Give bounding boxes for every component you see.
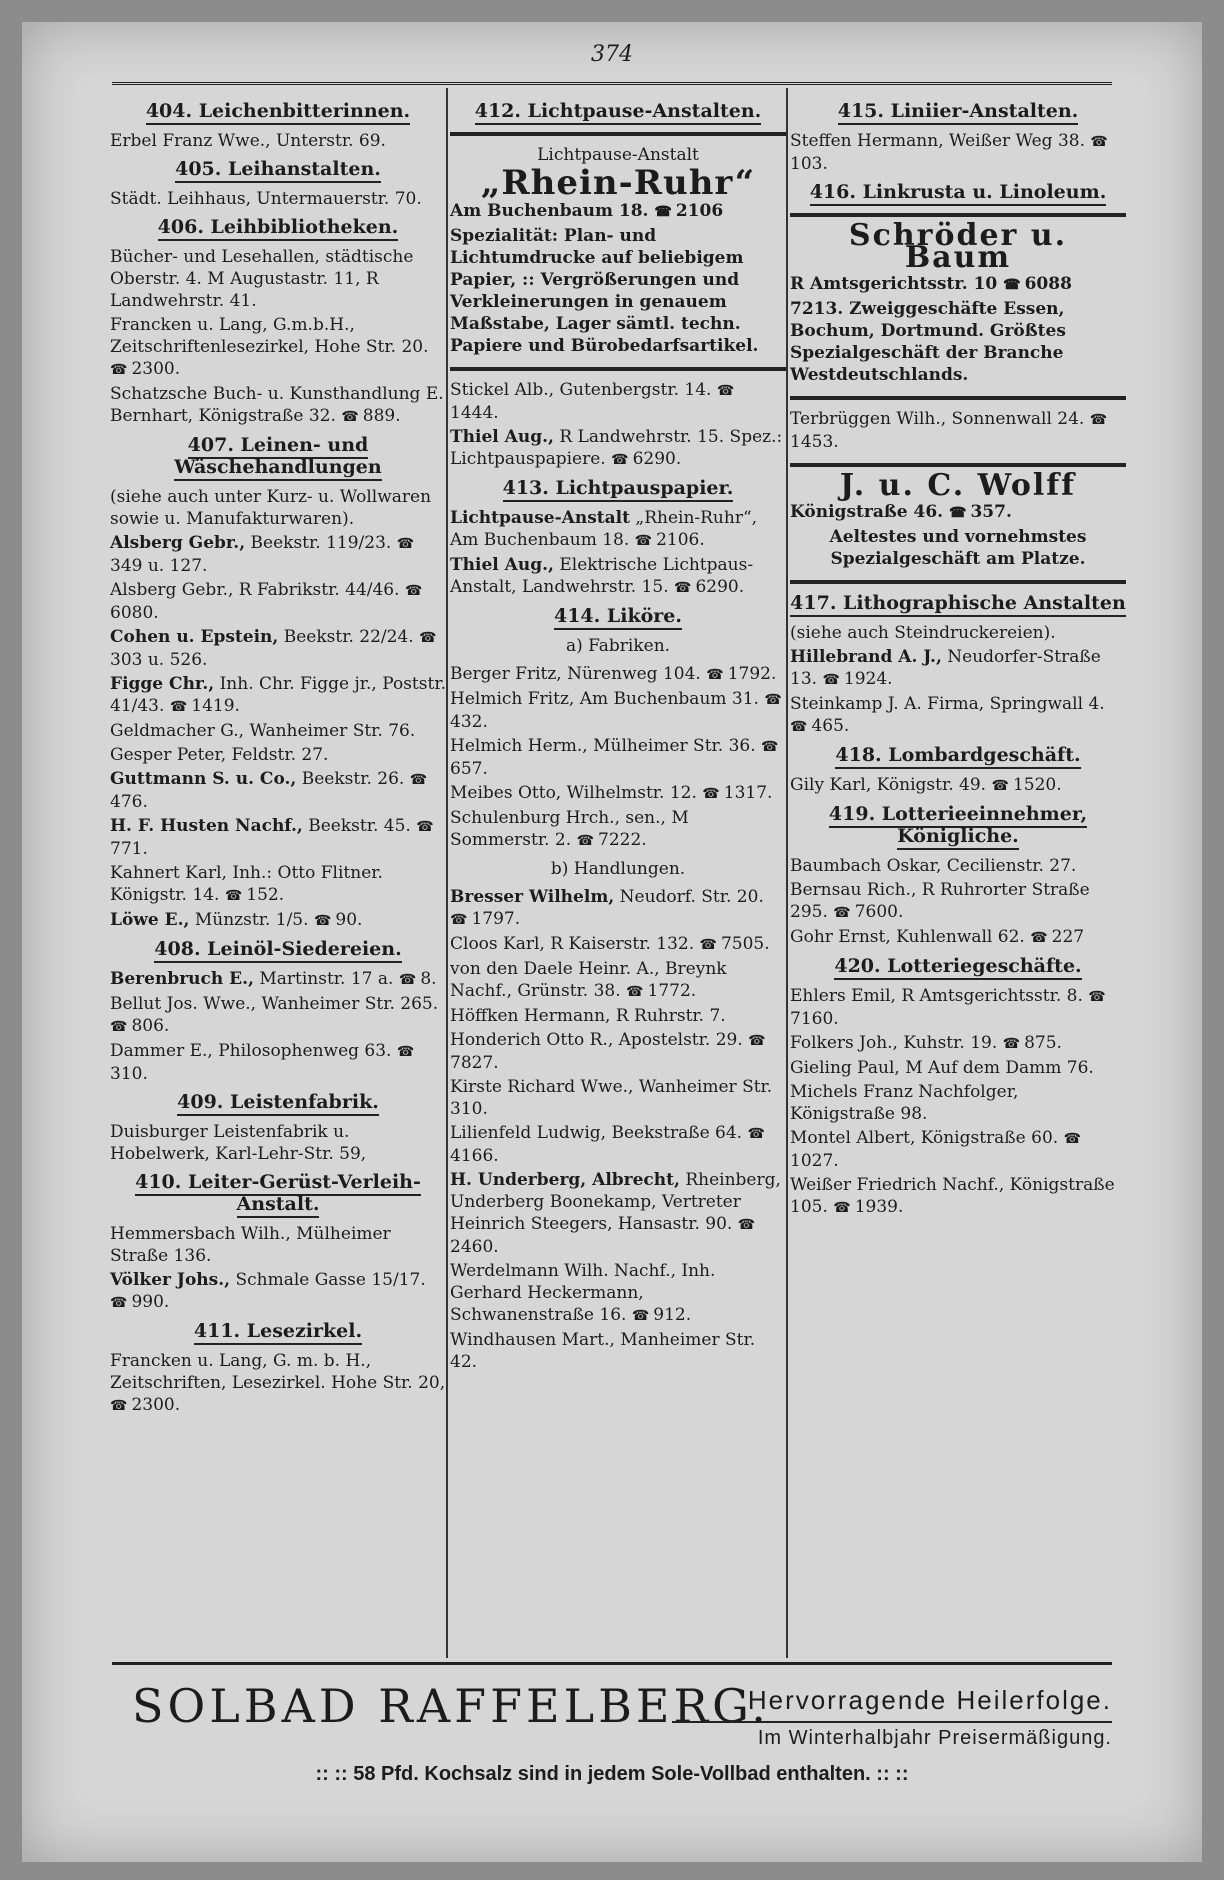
telephone-number: 806. — [131, 1016, 170, 1036]
telephone-icon: ☎ — [748, 1033, 766, 1049]
telephone-icon: ☎ — [404, 583, 423, 599]
advert-firm-name: Schröder u. Baum — [848, 218, 1068, 275]
entry-text: Städt. Leihhaus, Untermauerstr. 70. — [110, 189, 422, 209]
column-2 — [450, 94, 786, 1375]
telephone-icon: ☎ — [764, 692, 782, 708]
telephone-number: 990. — [131, 1292, 170, 1312]
telephone-number: 465. — [811, 716, 850, 736]
directory-entry — [450, 782, 786, 805]
subheading: Lichtpause-Anstalt — [537, 145, 699, 165]
directory-entry — [790, 1174, 1126, 1219]
telephone-number: 1924. — [843, 669, 893, 689]
directory-entry — [790, 646, 1126, 691]
directory-entry — [450, 1260, 786, 1327]
telephone-icon: ☎ — [416, 819, 434, 835]
telephone-icon: ☎ — [1030, 930, 1048, 946]
telephone-number: 1419. — [191, 696, 240, 716]
directory-entry — [450, 735, 786, 780]
telephone-number: 1792. — [727, 664, 777, 684]
entry-text: Geldmacher G., Wanheimer Str. 76. — [110, 721, 416, 741]
telephone-number: 1772. — [647, 981, 697, 1001]
telephone-number: 7827. — [450, 1053, 499, 1073]
section-rule — [450, 132, 786, 136]
telephone-icon: ☎ — [949, 505, 967, 521]
telephone-number: 357. — [970, 502, 1012, 522]
directory-entry — [110, 1350, 446, 1417]
section-heading-text: 413. Lichtpauspapier. — [503, 477, 734, 502]
entry-name: H. F. Husten Nachf., — [110, 816, 303, 836]
entry-text: Dammer E., Philosophenweg 63. — [110, 1041, 392, 1061]
entry-text: Hemmersbach Wilh., Mülheimer Straße 136. — [110, 1224, 391, 1266]
directory-entry — [110, 993, 446, 1038]
directory-entry — [110, 968, 446, 991]
telephone-number: 1444. — [450, 403, 499, 423]
section-heading — [110, 216, 446, 238]
telephone-icon: ☎ — [1002, 1036, 1021, 1052]
telephone-number: 2300. — [131, 1395, 181, 1415]
advert-title: „Rhein-Ruhr“ — [480, 163, 756, 203]
telephone-icon: ☎ — [833, 905, 851, 921]
directory-entry — [450, 958, 786, 1003]
telephone-icon: ☎ — [419, 630, 437, 646]
column-3 — [790, 94, 1126, 1221]
telephone-icon: ☎ — [398, 972, 417, 988]
entry-text: 7213. Zweiggeschäfte Essen, Bochum, Dortmund. Größtes Spezialgeschäft der Branche Westdeutschlands. — [790, 299, 1066, 385]
telephone-number: 2300. — [131, 359, 181, 379]
entry-text: Spezialität: Plan- und Lichtumdrucke auf beliebigem Papier, :: Vergrößerungen und Verkleinerungen in genauem Maßstabe, Lager sämtl. techn. Papiere und Bürobedarfsartikel. — [450, 226, 759, 356]
directory-entry — [790, 1081, 1126, 1125]
telephone-icon: ☎ — [576, 833, 595, 849]
entry-name: Figge Chr., — [110, 674, 215, 694]
entry-text: Ehlers Emil, R Amtsgerichtsstr. 8. — [790, 986, 1083, 1006]
entry-name: Guttmann S. u. Co., — [110, 769, 297, 789]
entry-text: Honderich Otto R., Apostelstr. 29. — [450, 1030, 743, 1050]
telephone-icon: ☎ — [1089, 412, 1108, 428]
entry-text: Gily Karl, Königstr. 49. — [790, 775, 987, 795]
directory-entry — [790, 693, 1126, 738]
section-heading — [790, 181, 1126, 203]
telephone-icon: ☎ — [110, 1295, 128, 1311]
telephone-icon: ☎ — [169, 699, 188, 715]
telephone-icon: ☎ — [1090, 134, 1108, 150]
advert-line — [790, 273, 1126, 296]
entry-text: Bücher- und Lesehallen, städtische Oberstr. 4. M Augustastr. 11, R Landwehrstr. 41. — [110, 247, 414, 311]
banner-salt-note: :: :: 58 Pfd. Kochsalz sind in jedem Sole-Vollbad enthalten. :: :: — [315, 1763, 909, 1785]
entry-text: Schmale Gasse 15/17. — [235, 1270, 426, 1290]
telephone-icon: ☎ — [716, 383, 735, 399]
entry-text: Bellut Jos. Wwe., Wanheimer Str. 265. — [110, 994, 439, 1014]
section-heading — [450, 100, 786, 122]
telephone-icon: ☎ — [737, 1217, 756, 1233]
telephone-icon: ☎ — [1088, 989, 1106, 1005]
directory-entry — [110, 768, 446, 813]
advert-line — [790, 501, 1126, 524]
telephone-number: 889. — [362, 406, 401, 426]
entry-text: Kirste Richard Wwe., Wanheimer Str. 310. — [450, 1077, 773, 1119]
entry-text: Am Buchenbaum 18. — [450, 201, 649, 221]
telephone-number: 349 u. 127. — [110, 556, 208, 576]
entry-text: Beekstr. 119/23. — [250, 533, 392, 553]
telephone-number: 303 u. 526. — [110, 650, 208, 670]
telephone-number: 6080. — [110, 603, 159, 623]
section-heading-text: 404. Leichenbitterinnen. — [146, 100, 410, 125]
telephone-icon: ☎ — [702, 786, 720, 802]
telephone-number: 1453. — [790, 432, 839, 452]
entry-text: Erbel Franz Wwe., Unterstr. 69. — [110, 131, 386, 151]
entry-text: Gesper Peter, Feldstr. 27. — [110, 745, 329, 765]
entry-text: Gohr Ernst, Kuhlenwall 62. — [790, 927, 1025, 947]
directory-entry — [110, 626, 446, 671]
entry-text: Neudorfer-Straße 13. — [790, 647, 1101, 689]
entry-text: Werdelmann Wilh. Nachf., Inh. Gerhard Heckermann, Schwanenstraße 16. — [450, 1261, 716, 1325]
telephone-number: 1520. — [1012, 775, 1062, 795]
directory-entry — [110, 744, 446, 766]
entry-text: Bernsau Rich., R Ruhrorter Straße 295. — [790, 880, 1090, 922]
section-heading — [110, 1091, 446, 1113]
entry-name: Cohen u. Epstein, — [110, 627, 279, 647]
directory-page — [22, 22, 1202, 1862]
telephone-icon: ☎ — [674, 580, 692, 596]
entry-text: Folkers Joh., Kuhstr. 19. — [790, 1033, 998, 1053]
entry-text: Schulenburg Hrch., sen., M Sommerstr. 2. — [450, 808, 689, 850]
section-heading-text: 414. Liköre. — [554, 605, 682, 630]
entry-text: Neudorf. Str. 20. — [619, 887, 764, 907]
telephone-icon: ☎ — [110, 1019, 128, 1035]
entry-text: Baumbach Oskar, Cecilienstr. 27. — [790, 856, 1077, 876]
entry-text: Gieling Paul, M Auf dem Damm 76. — [790, 1058, 1094, 1078]
directory-entry — [450, 1029, 786, 1074]
telephone-icon: ☎ — [699, 937, 717, 953]
directory-entry — [450, 1329, 786, 1373]
directory-entry — [450, 1122, 786, 1167]
telephone-icon: ☎ — [991, 778, 1009, 794]
directory-entry — [110, 579, 446, 624]
directory-entry — [110, 246, 446, 312]
directory-entry — [790, 130, 1126, 175]
entry-text: Beekstr. 26. — [301, 769, 405, 789]
directory-entry — [790, 1057, 1126, 1079]
solbad-raffelberg-title: SOLBAD RAFFELBERG. — [132, 1679, 770, 1733]
entry-text: Francken u. Lang, G.m.b.H., Zeitschriftenlesezirkel, Hohe Str. 20. — [110, 315, 429, 357]
section-rule — [790, 580, 1126, 584]
entry-text: Montel Albert, Königstraße 60. — [790, 1128, 1059, 1148]
directory-entry — [450, 507, 786, 552]
directory-entry — [450, 426, 786, 471]
directory-entry — [110, 130, 446, 152]
entry-text: von den Daele Heinr. A., Breynk Nachf., Grünstr. 38. — [450, 959, 727, 1001]
directory-entry — [110, 532, 446, 577]
section-heading — [450, 605, 786, 627]
telephone-icon: ☎ — [761, 739, 779, 755]
section-heading-text: 410. Leiter-Gerüst-Verleih-Anstalt. — [135, 1171, 421, 1218]
section-heading-text: 411. Lesezirkel. — [194, 1320, 362, 1345]
entry-text: Terbrüggen Wilh., Sonnenwall 24. — [790, 409, 1085, 429]
telephone-number: 90. — [335, 910, 363, 930]
directory-entry — [450, 933, 786, 956]
telephone-icon: ☎ — [450, 912, 468, 928]
telephone-number: 8. — [420, 969, 437, 989]
directory-entry — [450, 379, 786, 424]
telephone-number: 432. — [450, 712, 488, 732]
section-heading-text: 419. Lotterieeinnehmer, Königliche. — [829, 803, 1087, 850]
directory-entry — [110, 1121, 446, 1165]
banner-winter-note: Im Winterhalbjahr Preisermäßigung. — [757, 1727, 1112, 1749]
entry-text: Michels Franz Nachfolger, Königstraße 98. — [790, 1082, 1019, 1124]
section-heading — [790, 100, 1126, 122]
entry-name: Hillebrand A. J., — [790, 647, 942, 667]
banner-slogan: Hervorragende Heilerfolge. — [747, 1685, 1112, 1715]
entry-text: Francken u. Lang, G. m. b. H., Zeitschriften, Lesezirkel. Hohe Str. 20, — [110, 1351, 446, 1393]
section-heading-text: 420. Lotteriegeschäfte. — [834, 955, 1081, 980]
entry-name: Löwe E., — [110, 910, 190, 930]
entry-text: Alsberg Gebr., R Fabrikstr. 44/46. — [110, 580, 400, 600]
entry-text: „Rhein-Ruhr“, Am Buchenbaum 18. — [450, 508, 758, 550]
directory-entry — [450, 807, 786, 852]
section-heading — [110, 158, 446, 180]
telephone-number: 1797. — [471, 909, 521, 929]
telephone-icon: ☎ — [341, 409, 359, 425]
telephone-number: 476. — [110, 792, 148, 812]
directory-entry — [790, 985, 1126, 1030]
telephone-icon: ☎ — [790, 719, 808, 735]
entry-text: Höffken Hermann, R Ruhrstr. 7. — [450, 1006, 726, 1026]
entry-text: Inh. Chr. Figge jr., Poststr. 41/43. — [110, 674, 446, 716]
entry-name: Alsberg Gebr., — [110, 533, 246, 553]
directory-entry — [110, 909, 446, 932]
banner-rule — [672, 1721, 1112, 1723]
section-heading-text: 415. Liniier-Anstalten. — [838, 100, 1079, 125]
advert-line — [790, 298, 1126, 386]
section-heading — [110, 1320, 446, 1342]
telephone-number: 7222. — [598, 830, 647, 850]
telephone-icon: ☎ — [747, 1126, 765, 1142]
section-heading-text: 409. Leistenfabrik. — [177, 1091, 379, 1116]
advert-line — [450, 225, 786, 357]
telephone-icon: ☎ — [224, 888, 243, 904]
telephone-number: 6290. — [632, 449, 682, 469]
directory-entry — [790, 855, 1126, 877]
directory-entry — [110, 1223, 446, 1267]
directory-entry — [450, 688, 786, 733]
entry-text: Elektrische Lichtpaus-Anstalt, Landwehrstr. 15. — [450, 555, 754, 597]
section-heading-text: 408. Leinöl-Siedereien. — [154, 938, 401, 963]
entry-text: Weißer Friedrich Nachf., Königstraße 105. — [790, 1175, 1115, 1217]
entry-text: Helmich Fritz, Am Buchenbaum 31. — [450, 689, 759, 709]
section-heading — [110, 938, 446, 960]
directory-entry — [110, 673, 446, 718]
entry-name: Bresser Wilhelm, — [450, 887, 615, 907]
entry-text: Münzstr. 1/5. — [194, 910, 309, 930]
telephone-number: 227 — [1051, 927, 1085, 947]
directory-entry — [450, 1076, 786, 1120]
section-heading — [450, 477, 786, 499]
directory-entry — [790, 622, 1126, 644]
telephone-icon: ☎ — [396, 536, 415, 552]
directory-entry — [450, 663, 786, 686]
entry-text: Beekstr. 45. — [308, 816, 411, 836]
entry-text: Martinstr. 17 a. — [259, 969, 394, 989]
telephone-number: 310. — [110, 1064, 148, 1084]
telephone-number: 7600. — [854, 902, 904, 922]
telephone-number: 6088 — [1024, 274, 1072, 294]
entry-text: Cloos Karl, R Kaiserstr. 132. — [450, 934, 695, 954]
directory-entry — [110, 314, 446, 381]
telephone-icon: ☎ — [110, 1398, 128, 1414]
telephone-number: 7505. — [720, 934, 770, 954]
telephone-icon: ☎ — [833, 1200, 851, 1216]
telephone-number: 103. — [790, 154, 828, 174]
section-heading — [790, 592, 1126, 614]
entry-text: R Amtsgerichtsstr. 10 — [790, 274, 998, 294]
directory-entry — [450, 554, 786, 599]
telephone-number: 7160. — [790, 1009, 839, 1029]
section-heading — [110, 434, 446, 478]
column-divider — [446, 88, 448, 1658]
directory-entry — [790, 1032, 1126, 1055]
column-1 — [110, 94, 446, 1419]
directory-entry — [110, 486, 446, 530]
section-heading — [790, 744, 1126, 766]
entry-text: Berger Fritz, Nürenweg 104. — [450, 664, 701, 684]
section-heading — [790, 803, 1126, 847]
section-heading-text: 417. Lithographische Anstalten — [790, 592, 1126, 617]
telephone-icon: ☎ — [822, 672, 840, 688]
telephone-number: 4166. — [450, 1146, 499, 1166]
directory-entry — [110, 1269, 446, 1314]
entry-text: Beekstr. 22/24. — [283, 627, 414, 647]
directory-entry — [790, 879, 1126, 924]
section-heading — [110, 1171, 446, 1215]
section-heading-text: 407. Leinen- und Wäschehandlungen — [174, 434, 381, 481]
telephone-icon: ☎ — [409, 772, 428, 788]
entry-name: Thiel Aug., — [450, 427, 554, 447]
entry-text: Meibes Otto, Wilhelmstr. 12. — [450, 783, 697, 803]
directory-entry — [790, 408, 1126, 453]
subheading: a) Fabriken. — [565, 636, 671, 656]
advert-line — [450, 200, 786, 223]
telephone-number: 2106 — [675, 201, 724, 221]
telephone-number: 2106. — [656, 530, 705, 550]
telephone-icon: ☎ — [110, 362, 128, 378]
section-heading-text: 405. Leihanstalten. — [175, 158, 381, 183]
telephone-number: 2460. — [450, 1237, 499, 1257]
directory-entry — [110, 862, 446, 907]
telephone-number: 152. — [246, 885, 285, 905]
telephone-icon: ☎ — [1063, 1131, 1082, 1147]
telephone-number: 6290. — [695, 577, 745, 597]
section-heading — [110, 100, 446, 122]
telephone-icon: ☎ — [631, 1308, 650, 1324]
telephone-icon: ☎ — [396, 1044, 415, 1060]
entry-text: Helmich Herm., Mülheimer Str. 36. — [450, 736, 756, 756]
section-rule — [790, 463, 1126, 467]
entry-text: Steffen Hermann, Weißer Weg 38. — [790, 131, 1086, 151]
section-heading-text: 416. Linkrusta u. Linoleum. — [810, 181, 1107, 206]
directory-entry — [110, 188, 446, 210]
directory-entry — [110, 383, 446, 428]
section-heading-text: 412. Lichtpause-Anstalten. — [475, 100, 762, 125]
entry-text: Windhausen Mart., Manheimer Str. 42. — [450, 1330, 756, 1372]
telephone-icon: ☎ — [1003, 277, 1021, 293]
entry-text: Steinkamp J. A. Firma, Springwall 4. — [790, 694, 1105, 714]
directory-entry — [110, 720, 446, 742]
telephone-icon: ☎ — [634, 533, 653, 549]
advert-firm-name: J. u. C. Wolff — [839, 468, 1077, 503]
directory-entry — [790, 774, 1126, 797]
column-divider — [786, 88, 788, 1658]
section-heading-text: 418. Lombardgeschäft. — [835, 744, 1080, 769]
section-rule — [790, 396, 1126, 400]
advert-tagline: Aeltestes und vornehmstes Spezialgeschäft am Platze. — [829, 527, 1087, 569]
directory-entry — [790, 1127, 1126, 1172]
entry-name: Lichtpause-Anstalt — [450, 508, 630, 528]
entry-text: Rheinberg, Underberg Boonekamp, Vertreter Heinrich Steegers, Hansastr. 90. — [450, 1170, 781, 1234]
section-rule — [450, 367, 786, 371]
telephone-icon: ☎ — [706, 667, 724, 683]
telephone-icon: ☎ — [611, 452, 629, 468]
telephone-number: 657. — [450, 759, 488, 779]
entry-name: H. Underberg, Albrecht, — [450, 1170, 680, 1190]
entry-name: Thiel Aug., — [450, 555, 554, 575]
section-heading — [790, 955, 1126, 977]
entry-text: Kahnert Karl, Inh.: Otto Flitner. Königstr. 14. — [110, 863, 383, 905]
entry-text: (siehe auch unter Kurz- u. Wollwaren sowie u. Manufakturwaren). — [110, 487, 432, 529]
telephone-number: 1939. — [854, 1197, 904, 1217]
telephone-number: 912. — [653, 1305, 692, 1325]
entry-text: Königstraße 46. — [790, 502, 944, 522]
subheading: b) Handlungen. — [550, 859, 686, 879]
directory-entry — [110, 1040, 446, 1085]
page-number: 374 — [591, 42, 633, 67]
top-rule — [112, 82, 1112, 85]
entry-text: Stickel Alb., Gutenbergstr. 14. — [450, 380, 712, 400]
directory-entry — [450, 886, 786, 931]
entry-name: Berenbruch E., — [110, 969, 254, 989]
entry-text: R Landwehrstr. 15. Spez.: Lichtpauspapiere. — [450, 427, 783, 469]
advert-banner — [112, 1662, 1112, 1805]
section-rule — [790, 213, 1126, 217]
section-heading-text: 406. Leihbibliotheken. — [158, 216, 399, 241]
telephone-icon: ☎ — [313, 913, 332, 929]
telephone-icon: ☎ — [626, 984, 644, 1000]
directory-entry — [450, 1169, 786, 1258]
entry-text: Lilienfeld Ludwig, Beekstraße 64. — [450, 1123, 743, 1143]
directory-entry — [790, 926, 1126, 949]
directory-entry — [450, 1005, 786, 1027]
telephone-number: 771. — [110, 839, 148, 859]
entry-name: Völker Johs., — [110, 1270, 231, 1290]
telephone-number: 1027. — [790, 1151, 839, 1171]
telephone-number: 1317. — [723, 783, 773, 803]
entry-text: (siehe auch Steindruckereien). — [790, 623, 1056, 643]
telephone-number: 875. — [1024, 1033, 1062, 1053]
directory-entry — [110, 815, 446, 860]
telephone-icon: ☎ — [654, 204, 672, 220]
entry-text: Duisburger Leistenfabrik u. Hobelwerk, Karl-Lehr-Str. 59, — [110, 1122, 367, 1164]
entry-text: Schatzsche Buch- u. Kunsthandlung E. Bernhart, Königstraße 32. — [110, 384, 444, 426]
